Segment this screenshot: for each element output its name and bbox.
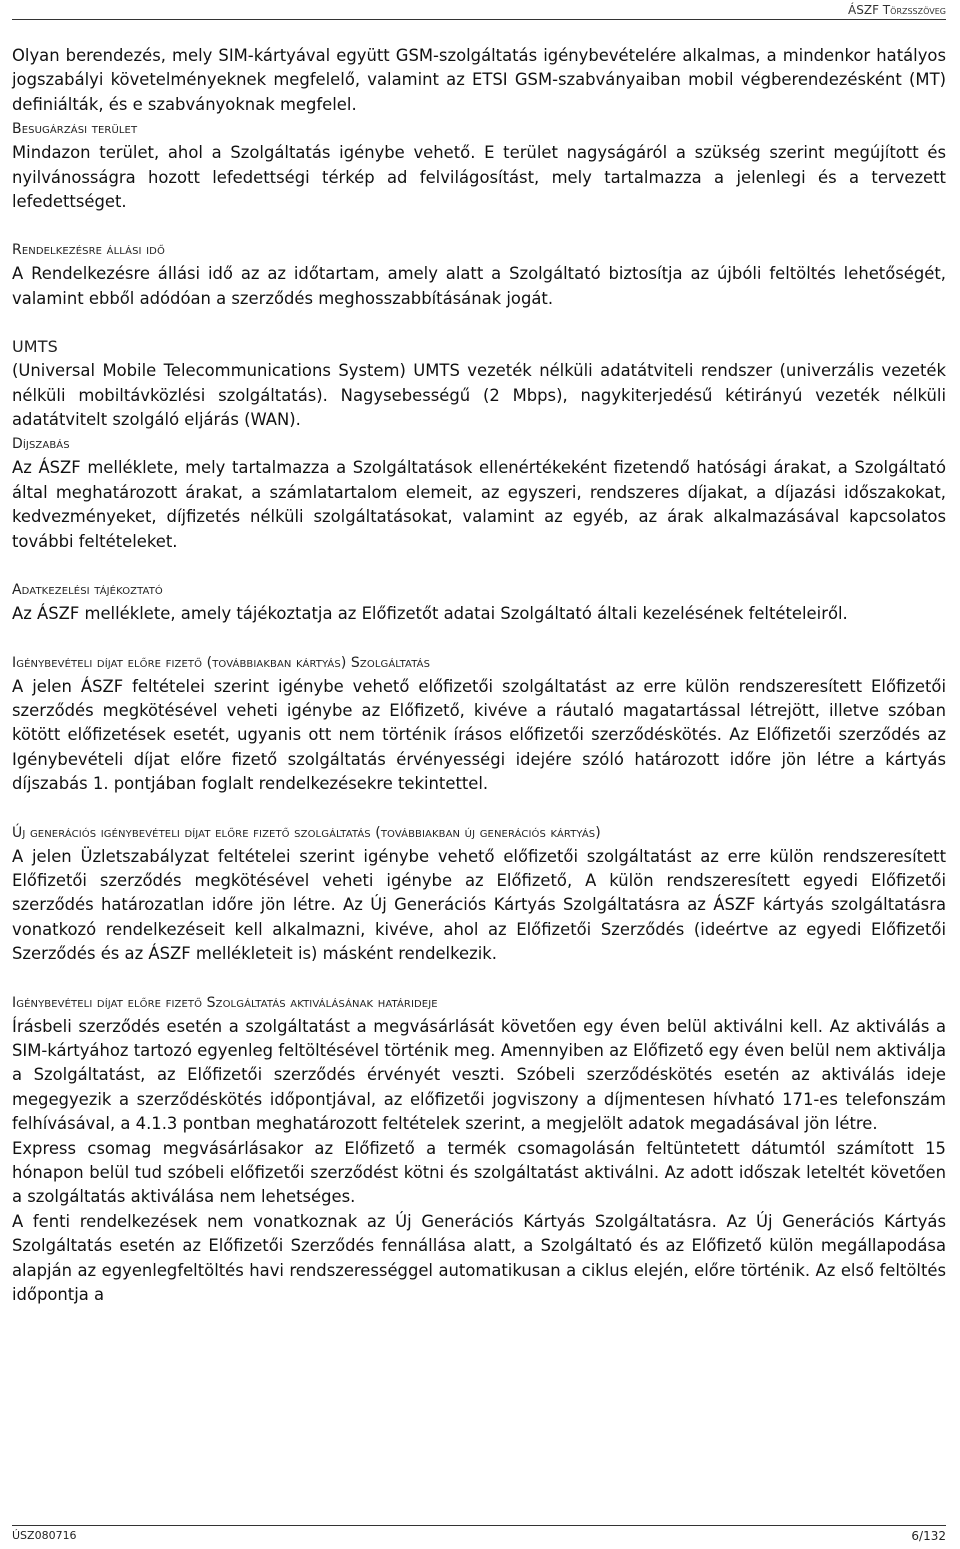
paragraph-dijszabas: Az ÁSZF melléklete, mely tartalmazza a Szolgáltatások ellenértékeként fizetendő hatósági árakat, a Szolgáltató által meghatározott árakat, a számlatartalom elemeit, az egyszeri, rendszeres díjakat, a díjazási időszakokat, kedvezményeket, díjfizetés nélküli szolgáltatásokat, valamint az egyéb, az árak alkalmazásával kapcsolatos további feltételeket. bbox=[12, 458, 946, 551]
spacer bbox=[12, 967, 946, 991]
paragraph-umts: (Universal Mobile Telecommunications System) UMTS vezeték nélküli adatátviteli rendszer (univerzális vezeték nélküli mobiltávközlési szolgáltatás). Nagysebességű (2 Mbps), nagykiterjedésű kétirányú vezeték nélküli adatátvitelt szolgáló eljárás (WAN). bbox=[12, 361, 946, 430]
spacer bbox=[12, 214, 946, 238]
heading-dijszabas: Díjszabás bbox=[12, 436, 70, 453]
intro-paragraph: Olyan berendezés, mely SIM-kártyával együtt GSM-szolgáltatás igénybevételére alkalmas, a mindenkor hatályos jogszabályi követelményeknek megfelelő, valamint az ETSI GSM-szabványaiban mobil végberendezésként (MT) definiálták, és e szabványoknak megfelel. bbox=[12, 46, 946, 114]
heading-adatkezelesi: Adatkezelési tájékoztató bbox=[12, 582, 163, 599]
paragraph-besugarzasi: Mindazon terület, ahol a Szolgáltatás igénybe vehető. E terület nagyságáról a szükség szerint megújított és nyilvánosságra hozott lefedettségi térkép ad felvilágosítást, mely tartalmazza a jelenlegi és a tervezett lefedettséget. bbox=[12, 143, 946, 212]
spacer bbox=[12, 311, 946, 335]
paragraph-rendelkezesre: A Rendelkezésre állási idő az az időtartam, amely alatt a Szolgáltató biztosítja az újbóli feltöltés lehetőségét, valamint ebből adódóan a szerződés meghosszabbításának jogát. bbox=[12, 264, 946, 308]
heading-besugarzasi: Besugárzási terület bbox=[12, 121, 138, 138]
heading-rendelkezesre: Rendelkezésre állási idő bbox=[12, 242, 165, 259]
header-title: ÁSZF Törzsszöveg bbox=[848, 3, 946, 17]
document-code: ÚSZ080716 bbox=[12, 1529, 77, 1542]
page-number: 6/132 bbox=[911, 1529, 946, 1543]
spacer bbox=[12, 627, 946, 651]
paragraph-aktivalas-2: Express csomag megvásárlásakor az Előfizető a termék csomagolásán feltüntetett dátumtól számított 15 hónapon belül tud szóbeli előfizetői szerződést kötni és szolgáltatást aktiválni. Az adott időszak leteltét követően a szolgáltatás aktiválása nem lehetséges. bbox=[12, 1138, 946, 1207]
paragraph-uj-generacios: A jelen Üzletszabályzat feltételei szerint igénybe vehető előfizetői szolgáltatást az erre külön rendszeresített Előfizetői szerződés megkötésével veheti igénybe az Előfizető, A külön rendszeresített egyedi Előfizetői szerződés határozatlan időre jön létre. Az Új Generációs Kártyás Szolgáltatásra az ÁSZF kártyás szolgáltatásra vonatkozó rendelkezéseit kell alkalmazni, kivéve, ahol az Előfizetői Szerződés (ideértve az egyedi Előfizetői Szerződés és az ÁSZF mellékleteit is) másként rendelkezik. bbox=[12, 846, 946, 964]
page-footer bbox=[12, 1525, 946, 1543]
heading-aktivalas: Igénybevételi díjat előre fizető Szolgáltatás aktiválásának határideje bbox=[12, 994, 438, 1011]
spacer bbox=[12, 797, 946, 821]
paragraph-aktivalas-1: Írásbeli szerződés esetén a szolgáltatást a megvásárlását követően egy éven belül aktiválni kell. Az aktiválás a SIM-kártyához tartozó egyenleg feltöltésével történik meg. Amennyiben az Előfizető egy éven belül nem aktiválja a Szolgáltatást, az Előfizetői szerződés érvényét veszti. Szóbeli szerződéskötés esetén az aktiválás ideje megegyezik a szerződéskötés időpontjával, az előfizetői jogviszony a díjmentesen hívható 171-es telefonszám felhívásával, a 4.1.3 pontban meghatározott feltételek szerint, a megjelölt adatok megadásával jön létre. bbox=[12, 1016, 946, 1134]
paragraph-igenybeveteli: A jelen ÁSZF feltételei szerint igénybe vehető előfizetői szolgáltatást az erre külön rendszeresített Előfizetői szerződés megkötésével veheti igénybe az Előfizető, kivéve a ráutaló magatartással létrejött, illetve szóban kötött előfizetések esetét, ugyanis ott nem történik írásos előfizetői szerződéskötés. Az Előfizetői szerződés az Igénybevételi díjat előre fizető szolgáltatás érvényességi idejére szóló határozott időre jön létre a kártyás díjszabás 1. pontjában foglalt rendelkezésekre tekintettel. bbox=[12, 676, 946, 794]
paragraph-aktivalas-3: A fenti rendelkezések nem vonatkoznak az Új Generációs Kártyás Szolgáltatásra. Az Új Generációs Kártyás Szolgáltatás esetén az Előfizetői Szerződés fennállása alatt, a Szolgáltató és az Előfizető külön megállapodása alapján az egyenlegfeltöltés havi rendszerességgel automatikusan a ciklus elején, előre történik. Az első feltöltés időpontja a bbox=[12, 1211, 946, 1305]
heading-igenybeveteli: Igénybevételi díjat előre fizető (továbbiakban kártyás) Szolgáltatás bbox=[12, 654, 431, 671]
paragraph-adatkezelesi: Az ÁSZF melléklete, amely tájékoztatja az Előfizetőt adatai Szolgáltató általi kezelésének feltételeiről. bbox=[12, 604, 848, 624]
document-body bbox=[12, 44, 946, 1307]
heading-umts: UMTS bbox=[12, 337, 58, 357]
spacer bbox=[12, 554, 946, 578]
page-header bbox=[12, 3, 946, 20]
heading-uj-generacios: Új generációs igénybevételi díjat előre fizető szolgáltatás (továbbiakban új generációs kártyás) bbox=[12, 824, 601, 841]
